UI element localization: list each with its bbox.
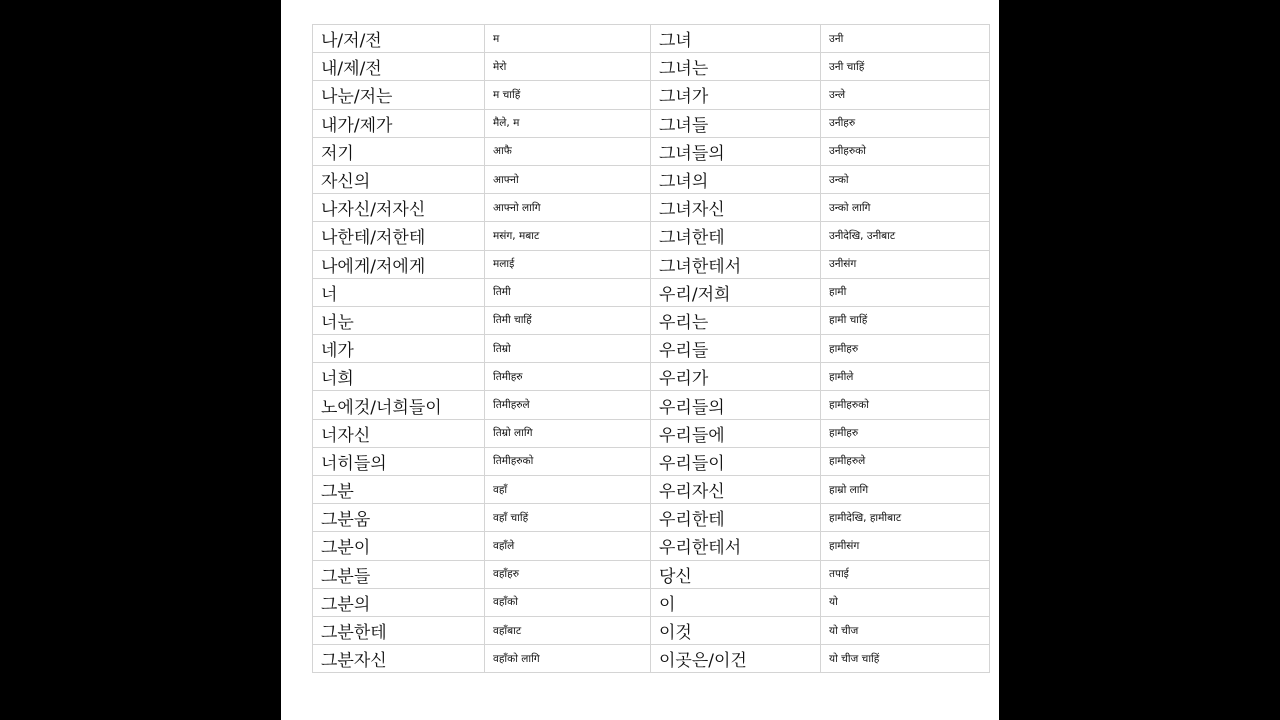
nepali-translation-cell: वहाँबाट: [485, 616, 651, 644]
nepali-translation-cell: वहाँहरु: [485, 560, 651, 588]
nepali-translation-cell: तिम्रो लागि: [485, 419, 651, 447]
korean-term-cell: 우리자신: [651, 476, 821, 504]
korean-term-cell: 당신: [651, 560, 821, 588]
vocabulary-table-body: [313, 25, 990, 673]
korean-term-cell: 그녀한테: [651, 222, 821, 250]
nepali-translation-cell: वहाँको: [485, 588, 651, 616]
nepali-translation-cell: हामीहरु: [821, 419, 990, 447]
korean-term-cell: 이: [651, 588, 821, 616]
nepali-translation-cell: हामीहरुको: [821, 391, 990, 419]
korean-term-cell: 그분: [313, 476, 485, 504]
korean-term-cell: 우리들의: [651, 391, 821, 419]
nepali-translation-cell: तिमी चाहिं: [485, 306, 651, 334]
nepali-translation-cell: हामीले: [821, 363, 990, 391]
nepali-translation-cell: हामीहरुले: [821, 447, 990, 475]
nepali-translation-cell: उनीहरुको: [821, 137, 990, 165]
korean-term-cell: 내/제/전: [313, 53, 485, 81]
table-row: [313, 532, 990, 560]
nepali-translation-cell: तिम्रो: [485, 335, 651, 363]
table-row: [313, 419, 990, 447]
nepali-translation-cell: उनी चाहिं: [821, 53, 990, 81]
korean-term-cell: 우리/저희: [651, 278, 821, 306]
korean-term-cell: 우리한테: [651, 504, 821, 532]
korean-term-cell: 그분이: [313, 532, 485, 560]
nepali-translation-cell: आफ्नो लागि: [485, 194, 651, 222]
nepali-translation-cell: उन्ले: [821, 81, 990, 109]
nepali-translation-cell: म चाहिं: [485, 81, 651, 109]
korean-term-cell: 나에게/저에게: [313, 250, 485, 278]
nepali-translation-cell: मैले, म: [485, 109, 651, 137]
korean-term-cell: 너자신: [313, 419, 485, 447]
nepali-translation-cell: उनीहरु: [821, 109, 990, 137]
nepali-translation-cell: तपाई: [821, 560, 990, 588]
korean-term-cell: 그분들: [313, 560, 485, 588]
table-row: [313, 616, 990, 644]
table-row: [313, 588, 990, 616]
korean-term-cell: 너눈: [313, 306, 485, 334]
korean-term-cell: 나/저/전: [313, 25, 485, 53]
nepali-translation-cell: यो चीज चाहिं: [821, 645, 990, 673]
korean-term-cell: 너희: [313, 363, 485, 391]
korean-term-cell: 그녀한테서: [651, 250, 821, 278]
nepali-translation-cell: म: [485, 25, 651, 53]
nepali-translation-cell: मेरो: [485, 53, 651, 81]
korean-term-cell: 네가: [313, 335, 485, 363]
table-row: [313, 25, 990, 53]
nepali-translation-cell: हामीसंग: [821, 532, 990, 560]
nepali-translation-cell: हामी चाहिं: [821, 306, 990, 334]
nepali-translation-cell: तिमीहरुको: [485, 447, 651, 475]
korean-term-cell: 그녀의: [651, 165, 821, 193]
korean-term-cell: 자신의: [313, 165, 485, 193]
korean-term-cell: 우리들이: [651, 447, 821, 475]
korean-term-cell: 우리들에: [651, 419, 821, 447]
korean-term-cell: 나눈/저는: [313, 81, 485, 109]
korean-term-cell: 그분움: [313, 504, 485, 532]
document-page: [281, 0, 999, 720]
nepali-translation-cell: वहाँले: [485, 532, 651, 560]
nepali-translation-cell: यो चीज: [821, 616, 990, 644]
table-row: [313, 447, 990, 475]
nepali-translation-cell: यो: [821, 588, 990, 616]
nepali-translation-cell: उन्को लागि: [821, 194, 990, 222]
table-row: [313, 81, 990, 109]
table-row: [313, 278, 990, 306]
table-row: [313, 560, 990, 588]
table-row: [313, 222, 990, 250]
korean-term-cell: 그녀: [651, 25, 821, 53]
nepali-translation-cell: उन्को: [821, 165, 990, 193]
korean-term-cell: 너: [313, 278, 485, 306]
korean-term-cell: 이것: [651, 616, 821, 644]
nepali-translation-cell: उनी: [821, 25, 990, 53]
nepali-translation-cell: हामीदेखि, हामीबाट: [821, 504, 990, 532]
table-row: [313, 476, 990, 504]
korean-term-cell: 그녀자신: [651, 194, 821, 222]
korean-term-cell: 나한테/저한테: [313, 222, 485, 250]
table-row: [313, 391, 990, 419]
korean-term-cell: 그녀들의: [651, 137, 821, 165]
table-row: [313, 645, 990, 673]
korean-term-cell: 그녀는: [651, 53, 821, 81]
table-row: [313, 137, 990, 165]
nepali-translation-cell: तिमीहरुले: [485, 391, 651, 419]
table-row: [313, 306, 990, 334]
korean-term-cell: 내가/제가: [313, 109, 485, 137]
table-row: [313, 165, 990, 193]
nepali-translation-cell: तिमीहरु: [485, 363, 651, 391]
nepali-translation-cell: मसंग, मबाट: [485, 222, 651, 250]
nepali-translation-cell: उनीदेखि, उनीबाट: [821, 222, 990, 250]
korean-term-cell: 나자신/저자신: [313, 194, 485, 222]
korean-term-cell: 이곳은/이건: [651, 645, 821, 673]
korean-term-cell: 우리들: [651, 335, 821, 363]
korean-term-cell: 우리가: [651, 363, 821, 391]
table-row: [313, 250, 990, 278]
nepali-translation-cell: वहाँ चाहिं: [485, 504, 651, 532]
table-row: [313, 335, 990, 363]
nepali-translation-cell: मलाई: [485, 250, 651, 278]
nepali-translation-cell: तिमी: [485, 278, 651, 306]
nepali-translation-cell: हामी: [821, 278, 990, 306]
table-row: [313, 109, 990, 137]
nepali-translation-cell: आफ्नो: [485, 165, 651, 193]
korean-term-cell: 그녀가: [651, 81, 821, 109]
vocabulary-table: [312, 24, 990, 673]
korean-term-cell: 그분자신: [313, 645, 485, 673]
korean-term-cell: 그분한테: [313, 616, 485, 644]
korean-term-cell: 저기: [313, 137, 485, 165]
table-row: [313, 504, 990, 532]
table-row: [313, 363, 990, 391]
korean-term-cell: 우리는: [651, 306, 821, 334]
nepali-translation-cell: हाम्रो लागि: [821, 476, 990, 504]
nepali-translation-cell: हामीहरु: [821, 335, 990, 363]
nepali-translation-cell: वहाँ: [485, 476, 651, 504]
table-row: [313, 53, 990, 81]
nepali-translation-cell: उनीसंग: [821, 250, 990, 278]
nepali-translation-cell: आफै: [485, 137, 651, 165]
nepali-translation-cell: वहाँको लागि: [485, 645, 651, 673]
table-row: [313, 194, 990, 222]
korean-term-cell: 그녀들: [651, 109, 821, 137]
korean-term-cell: 그분의: [313, 588, 485, 616]
korean-term-cell: 노에것/너희들이: [313, 391, 485, 419]
korean-term-cell: 우리한테서: [651, 532, 821, 560]
korean-term-cell: 너히들의: [313, 447, 485, 475]
